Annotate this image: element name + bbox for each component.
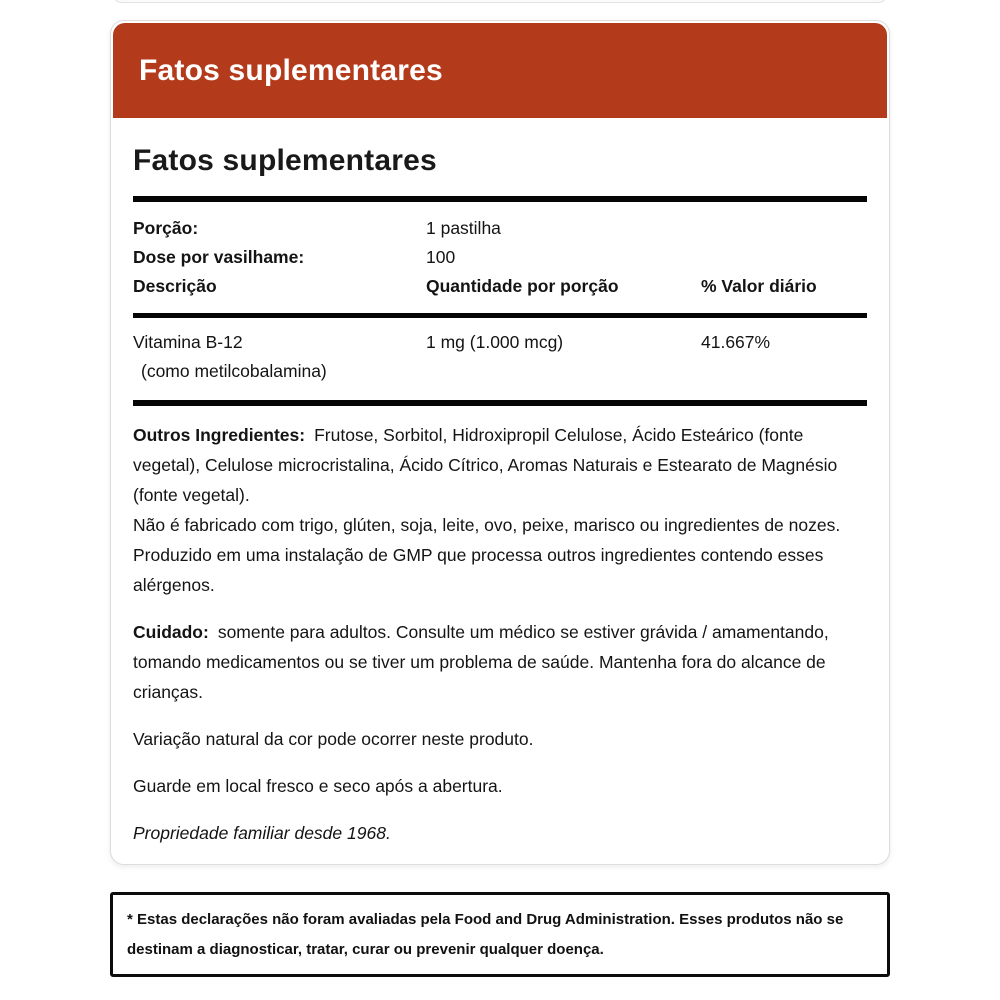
column-header-description: Descrição	[133, 276, 217, 296]
table-header-row	[133, 272, 867, 301]
panel-heading: Fatos suplementares	[133, 144, 437, 177]
divider-bottom	[133, 400, 867, 406]
storage-note: Guarde em local fresco e seco após a abertura.	[133, 776, 503, 796]
family-owned-note: Propriedade familiar desde 1968.	[133, 823, 391, 843]
servings-per-container-value: 100	[426, 247, 456, 267]
card-body	[113, 144, 887, 848]
serving-size-value: 1 pastilha	[426, 218, 501, 238]
other-ingredients-label: Outros Ingredientes:	[133, 425, 306, 445]
column-header-daily-value: % Valor diário	[701, 276, 817, 296]
fda-disclaimer-text: * Estas declarações não foram avaliadas pela Food and Drug Administration. Esses produtos não se destinam a diagnosticar, tratar, curar ou prevenir qualquer doença.	[127, 911, 844, 958]
table-row-serving-size	[133, 214, 867, 243]
other-ingredients-text: Frutose, Sorbitol, Hidroxipropil Celulose, Ácido Esteárico (fonte vegetal), Celulose microcristalina, Ácido Cítrico, Aromas Naturais e Estearato de Magnésio (fonte vegetal).	[133, 425, 838, 505]
fda-disclaimer-box	[110, 892, 890, 977]
nutrient-daily-value: 41.667%	[701, 332, 771, 352]
color-variation-note: Variação natural da cor pode ocorrer neste produto.	[133, 729, 534, 749]
table-row-servings-per-container	[133, 243, 867, 272]
caution-paragraph	[133, 617, 867, 707]
nutrient-form: (como metilcobalamina)	[141, 361, 327, 381]
caution-text: somente para adultos. Consulte um médico se estiver grávida / amamentando, tomando medicamentos ou se tiver um problema de saúde. Mantenha fora do alcance de crianças.	[133, 622, 829, 702]
facts-table	[133, 202, 867, 313]
serving-size-label: Porção:	[133, 218, 199, 238]
servings-per-container-label: Dose por vasilhame:	[133, 247, 305, 267]
other-ingredients-paragraph	[133, 420, 867, 510]
table-row-vitamin-b12	[133, 318, 867, 400]
allergen-note: Não é fabricado com trigo, glúten, soja, leite, ovo, peixe, marisco ou ingredientes de nozes. Produzido em uma instalação de GMP que processa outros ingredientes contendo esses alérgenos.	[133, 515, 841, 595]
caution-label: Cuidado:	[133, 622, 209, 642]
card-header-title: Fatos suplementares	[139, 53, 443, 87]
column-header-amount: Quantidade por porção	[426, 276, 619, 296]
card-header	[113, 23, 887, 118]
previous-card-edge	[112, 0, 888, 3]
nutrient-amount: 1 mg (1.000 mcg)	[426, 332, 564, 352]
supplement-facts-card	[110, 20, 890, 865]
nutrient-name: Vitamina B-12	[133, 332, 243, 352]
label-paragraphs	[133, 420, 867, 848]
